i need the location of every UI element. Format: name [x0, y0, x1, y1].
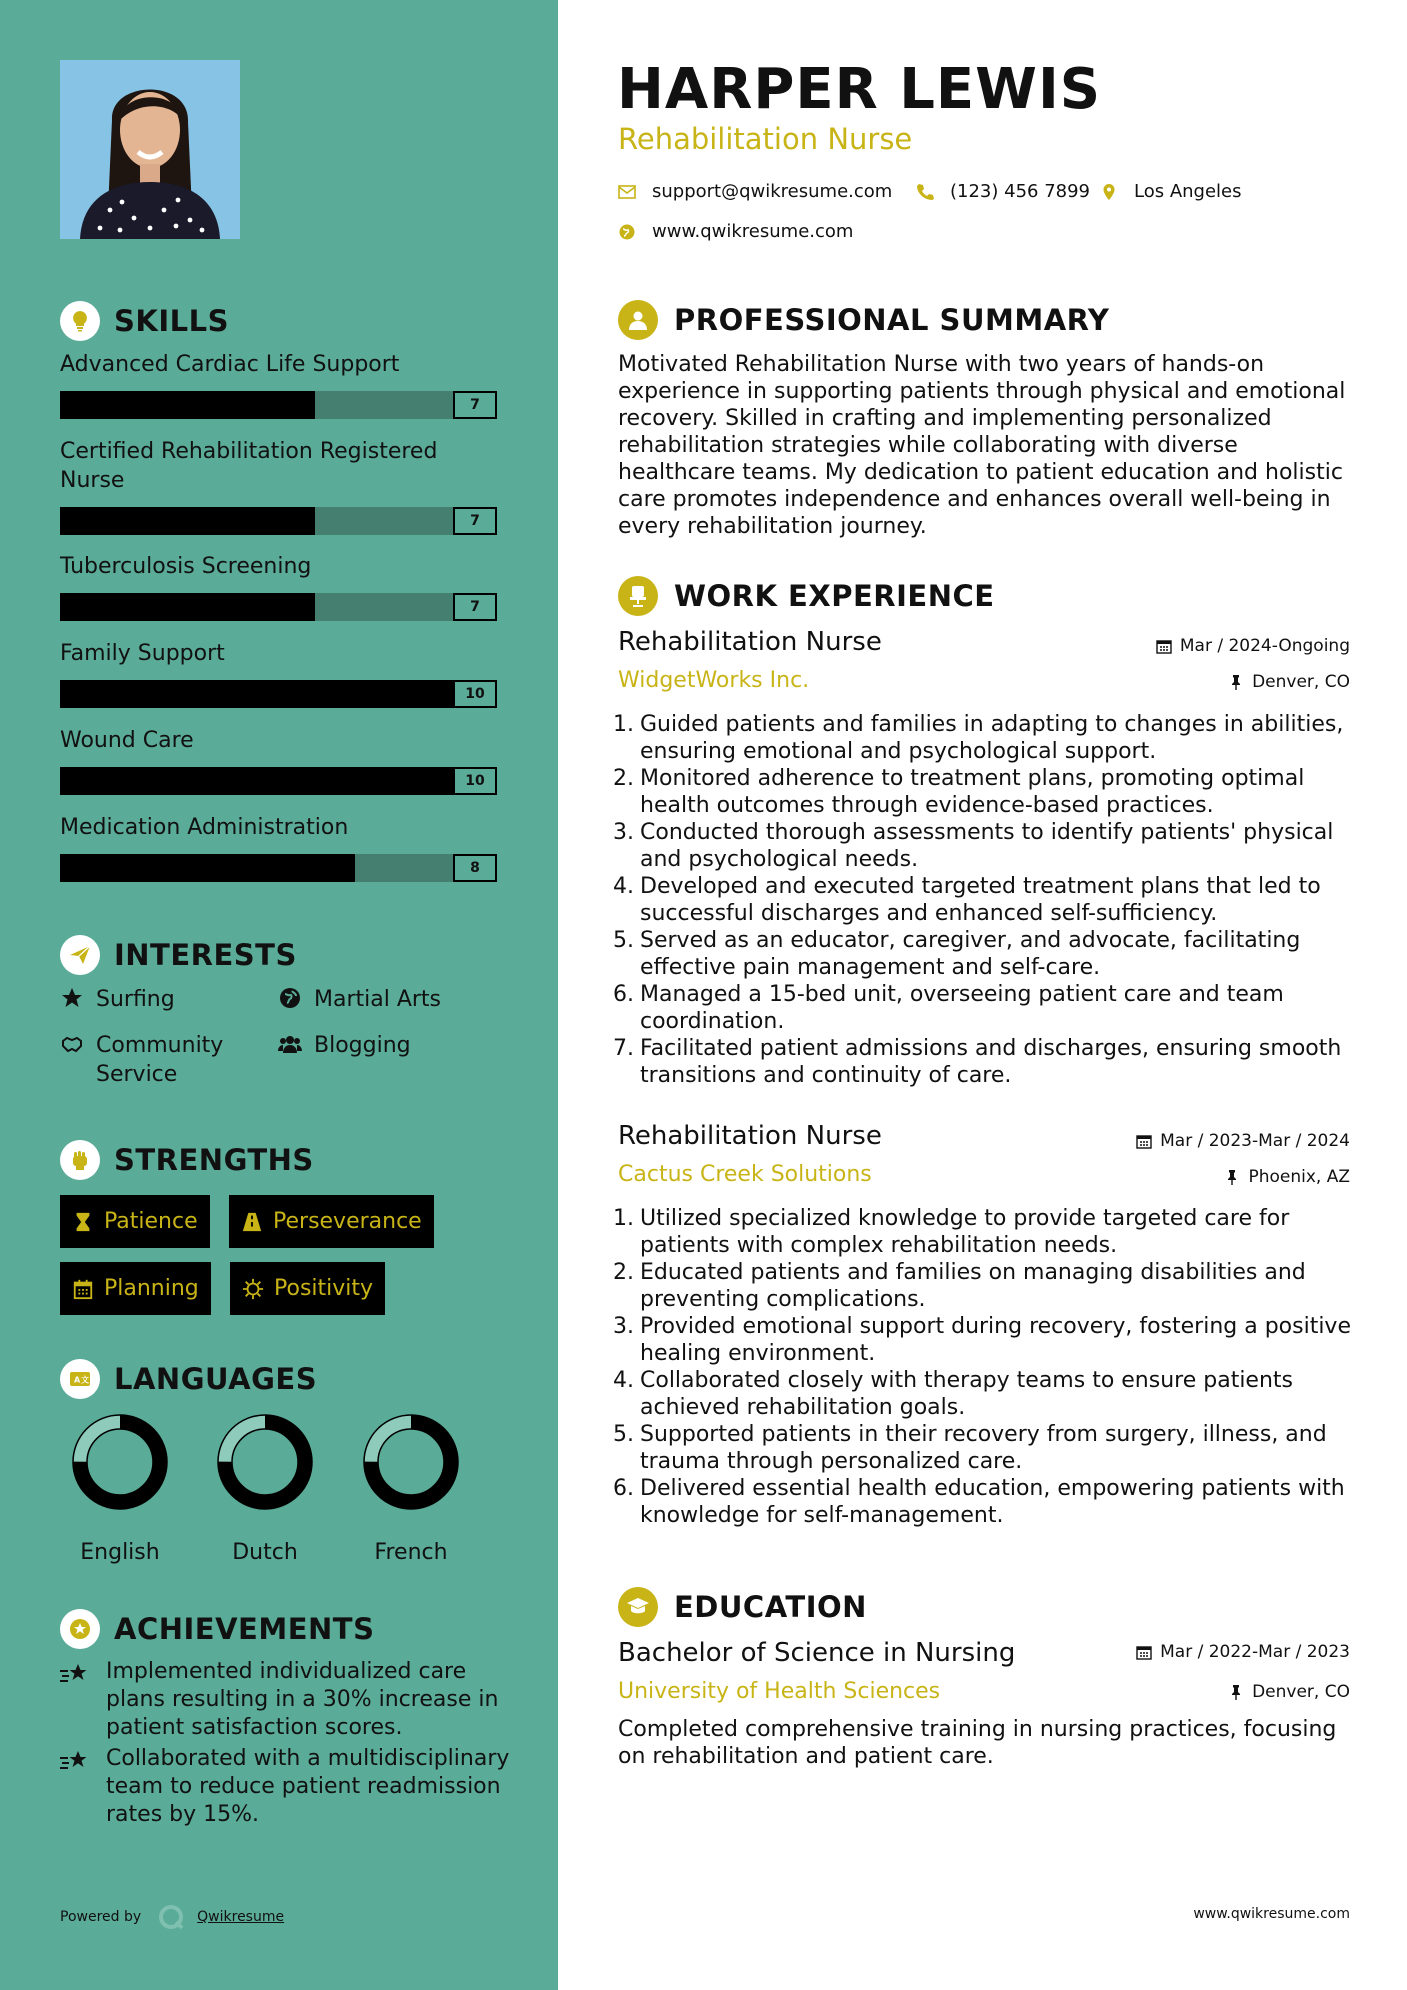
education-dates-text: Mar / 2022-Mar / 2023: [1160, 1642, 1350, 1662]
interest-label: Community Service: [96, 1033, 224, 1087]
job-location-text: Phoenix, AZ: [1248, 1167, 1350, 1187]
strengths-heading-text: STRENGTHS: [114, 1143, 314, 1177]
language-ring: [72, 1414, 168, 1510]
duty-text: Managed a 15-bed unit, overseeing patient care and team coordination.: [640, 982, 1284, 1034]
duty-item: 2. Monitored adherence to treatment plans, promoting optimal health outcomes through evidence-based practices.: [608, 765, 1358, 819]
skill-bar-fill: [60, 391, 315, 419]
powered-by: [60, 1903, 284, 1931]
calendar-icon: [1136, 1644, 1152, 1660]
summary-heading-text: PROFESSIONAL SUMMARY: [674, 303, 1110, 337]
duty-text: Educated patients and families on managing disabilities and preventing complications.: [640, 1260, 1306, 1312]
pushpin-icon: [1228, 674, 1244, 690]
skill-item: [60, 552, 497, 621]
skill-name: Wound Care: [60, 728, 194, 753]
website-text: www.qwikresume.com: [652, 221, 854, 242]
strength-label: Perseverance: [273, 1209, 422, 1234]
language-name: English: [80, 1540, 160, 1565]
summary-heading: [618, 300, 1109, 340]
skill-item: [60, 437, 497, 535]
footer-url[interactable]: www.qwikresume.com: [1193, 1906, 1350, 1922]
qwikresume-link[interactable]: Qwikresume: [197, 1909, 285, 1925]
skill-item: [60, 639, 497, 708]
job-dates-text: Mar / 2023-Mar / 2024: [1160, 1131, 1350, 1151]
job-location: [1228, 672, 1350, 692]
envelope-icon: [618, 183, 636, 201]
duty-list: [608, 711, 1358, 1089]
user-icon: [618, 300, 658, 340]
email-text: support@qwikresume.com: [652, 181, 893, 202]
achievement-text: Implemented individualized care plans resulting in a 30% increase in patient satisfaction scores.: [106, 1659, 499, 1740]
skill-name: Family Support: [60, 641, 225, 666]
skill-item: [60, 350, 497, 419]
skill-item: [60, 813, 497, 882]
duty-item: 7. Facilitated patient admissions and discharges, ensuring smooth transitions and continuity of care.: [608, 1035, 1358, 1089]
education-text: Completed comprehensive training in nursing practices, focusing on rehabilitation and patient care.: [618, 1717, 1337, 1769]
candidate-name: HARPER LEWIS: [617, 57, 1102, 122]
skill-bar-fill: [60, 680, 453, 708]
interest-item: [278, 1031, 411, 1060]
location-contact: [1100, 181, 1242, 202]
strength-badge: [230, 1262, 385, 1315]
skill-bar-fill: [60, 767, 453, 795]
strength-label: Planning: [104, 1276, 199, 1301]
duty-text: Utilized specialized knowledge to provide targeted care for patients with complex rehabilitation needs.: [640, 1206, 1290, 1258]
duty-text: Supported patients in their recovery from surgery, illness, and trauma through personalized care.: [640, 1422, 1327, 1474]
interests-heading-text: INTERESTS: [114, 938, 297, 972]
graduate-icon: [618, 1587, 658, 1627]
pushpin-icon: [1228, 1684, 1244, 1700]
duty-item: 3. Conducted thorough assessments to identify patients' physical and psychological needs.: [608, 819, 1358, 873]
duty-item: 6. Managed a 15-bed unit, overseeing patient care and team coordination.: [608, 981, 1358, 1035]
language-ring: [217, 1414, 313, 1510]
skill-score: 7: [453, 391, 497, 419]
education-heading-text: EDUCATION: [674, 1590, 867, 1624]
road-icon: [241, 1211, 263, 1233]
duty-item: 1. Guided patients and families in adapting to changes in abilities, ensuring emotional and psychological support.: [608, 711, 1358, 765]
globe-icon: [618, 223, 636, 241]
skill-name: Medication Administration: [60, 815, 349, 840]
summary-text: Motivated Rehabilitation Nurse with two years of hands-on experience in supporting patients through physical and emotional recovery. Skilled in crafting and implementing personalized rehabilitation strategies while collaborating with diverse healthcare teams. My dedication to patient education and holistic care promotes independence and enhances overall well-being in every rehabilitation journey.: [618, 352, 1346, 539]
achievement-item: [60, 1745, 510, 1829]
education-location: [1228, 1682, 1350, 1702]
skill-bar: [60, 391, 497, 419]
strength-badge: [229, 1195, 434, 1248]
interest-label: Blogging: [314, 1033, 411, 1058]
interests-heading: [60, 934, 297, 976]
duty-text: Served as an educator, caregiver, and advocate, facilitating effective pain management and self-care.: [640, 928, 1301, 980]
skill-name: Certified Rehabilitation Registered Nurse: [60, 439, 438, 493]
achievements-heading-text: ACHIEVEMENTS: [114, 1612, 375, 1646]
skill-bar: [60, 680, 497, 708]
language-icon: [60, 1359, 100, 1399]
skill-bar: [60, 767, 497, 795]
interest-label: Surfing: [96, 987, 175, 1012]
job-dates: [1156, 636, 1350, 656]
email-contact[interactable]: [618, 181, 892, 202]
strength-badge: [60, 1195, 210, 1248]
skill-bar: [60, 854, 497, 882]
main-content: [558, 0, 1407, 1990]
job-location-text: Denver, CO: [1252, 672, 1350, 692]
fist-icon: [60, 1140, 100, 1180]
skill-score: 7: [453, 593, 497, 621]
duty-text: Provided emotional support during recovery, fostering a positive healing environment.: [640, 1314, 1351, 1366]
strengths-heading: [60, 1139, 314, 1181]
duty-text: Delivered essential health education, empowering patients with knowledge for self-management.: [640, 1476, 1345, 1528]
hourglass-icon: [72, 1211, 94, 1233]
website-contact[interactable]: [618, 221, 853, 242]
skill-bar: [60, 593, 497, 621]
language-ring: [363, 1414, 459, 1510]
calendar-icon: [1136, 1133, 1152, 1149]
education-location-text: Denver, CO: [1252, 1682, 1350, 1702]
interest-item: [60, 1031, 260, 1089]
skill-score: 8: [453, 854, 497, 882]
svg-text:A: A: [74, 1375, 81, 1385]
svg-text:文: 文: [81, 1375, 89, 1385]
interest-item: [60, 985, 175, 1014]
company-name: Cactus Creek Solutions: [618, 1162, 872, 1187]
degree-title: Bachelor of Science in Nursing: [618, 1638, 1016, 1668]
job-dates: [1136, 1131, 1350, 1151]
phone-contact[interactable]: [916, 181, 1090, 202]
strength-label: Patience: [104, 1209, 198, 1234]
duty-text: Guided patients and families in adapting to changes in abilities, ensuring emotional and psychological support.: [640, 712, 1344, 764]
education-heading: [618, 1587, 867, 1627]
skill-score: 10: [453, 767, 497, 795]
education-dates: [1136, 1642, 1350, 1662]
skill-bar-fill: [60, 507, 315, 535]
lightbulb-icon: [60, 301, 100, 341]
profile-photo: [60, 60, 240, 239]
phone-text: (123) 456 7899: [950, 181, 1091, 202]
qwikresume-logo-icon: [157, 1903, 185, 1931]
skills-heading: [60, 300, 229, 342]
achievements-heading: [60, 1608, 374, 1650]
sidebar: [0, 0, 558, 1990]
job-title: Rehabilitation Nurse: [618, 627, 882, 657]
experience-heading: [618, 576, 995, 616]
experience-heading-text: WORK EXPERIENCE: [674, 579, 995, 613]
language-name: Dutch: [232, 1540, 298, 1565]
skill-score: 7: [453, 507, 497, 535]
language-item: [55, 1414, 185, 1565]
skill-name: Advanced Cardiac Life Support: [60, 352, 400, 377]
skill-bar: [60, 507, 497, 535]
duty-list: [608, 1205, 1358, 1529]
company-name: WidgetWorks Inc.: [618, 668, 810, 693]
globe-icon: [278, 986, 304, 1012]
languages-heading: [60, 1358, 317, 1400]
strength-badge: [60, 1262, 211, 1315]
skill-bar-fill: [60, 854, 355, 882]
languages-heading-text: LANGUAGES: [114, 1362, 318, 1396]
pushpin-icon: [1224, 1169, 1240, 1185]
duty-text: Developed and executed targeted treatment plans that led to successful discharges and enhanced self-sufficiency.: [640, 874, 1321, 926]
duty-text: Monitored adherence to treatment plans, promoting optimal health outcomes through evidence-based practices.: [640, 766, 1305, 818]
skill-item: [60, 726, 497, 795]
language-item: [200, 1414, 330, 1565]
duty-item: 1. Utilized specialized knowledge to provide targeted care for patients with complex rehabilitation needs.: [608, 1205, 1358, 1259]
star-icon: [60, 986, 86, 1012]
award-star-icon: [60, 1609, 100, 1649]
duty-item: 6. Delivered essential health education, empowering patients with knowledge for self-management.: [608, 1475, 1358, 1529]
language-name: French: [374, 1540, 448, 1565]
map-pin-icon: [1100, 183, 1118, 201]
duty-item: 5. Supported patients in their recovery from surgery, illness, and trauma through personalized care.: [608, 1421, 1358, 1475]
chair-icon: [618, 576, 658, 616]
duty-item: 3. Provided emotional support during recovery, fostering a positive healing environment.: [608, 1313, 1358, 1367]
job-title: Rehabilitation Nurse: [618, 1121, 882, 1151]
duty-item: 2. Educated patients and families on managing disabilities and preventing complications.: [608, 1259, 1358, 1313]
phone-icon: [916, 183, 934, 201]
calendar-icon: [72, 1278, 94, 1300]
duty-item: 5. Served as an educator, caregiver, and advocate, facilitating effective pain management and self-care.: [608, 927, 1358, 981]
paper-plane-icon: [60, 935, 100, 975]
handshake-icon: [60, 1032, 86, 1058]
strength-label: Positivity: [274, 1276, 374, 1301]
language-item: [346, 1414, 476, 1565]
job-dates-text: Mar / 2024-Ongoing: [1179, 636, 1350, 656]
duty-item: 4. Developed and executed targeted treatment plans that led to successful discharges and enhanced self-sufficiency.: [608, 873, 1358, 927]
skill-bar-fill: [60, 593, 315, 621]
interest-item: [278, 985, 441, 1014]
skill-name: Tuberculosis Screening: [60, 554, 312, 579]
shooting-star-icon: [60, 1748, 94, 1829]
skills-heading-text: SKILLS: [114, 304, 229, 338]
interest-label: Martial Arts: [314, 987, 442, 1012]
job-location: [1224, 1167, 1350, 1187]
candidate-role: Rehabilitation Nurse: [618, 122, 913, 156]
achievement-item: [60, 1658, 510, 1742]
skill-score: 10: [453, 680, 497, 708]
achievement-text: Collaborated with a multidisciplinary team to reduce patient readmission rates by 15%.: [106, 1746, 510, 1827]
duty-text: Facilitated patient admissions and discharges, ensuring smooth transitions and continuity of care.: [640, 1036, 1342, 1088]
sun-icon: [242, 1278, 264, 1300]
duty-text: Conducted thorough assessments to identify patients' physical and psychological needs.: [640, 820, 1334, 872]
calendar-icon: [1156, 638, 1172, 654]
school-name: University of Health Sciences: [618, 1679, 941, 1704]
location-text: Los Angeles: [1134, 181, 1242, 202]
shooting-star-icon: [60, 1661, 94, 1742]
powered-by-label: Powered by: [60, 1909, 142, 1925]
duty-item: 4. Collaborated closely with therapy teams to ensure patients achieved rehabilitation goals.: [608, 1367, 1358, 1421]
duty-text: Collaborated closely with therapy teams to ensure patients achieved rehabilitation goals.: [640, 1368, 1293, 1420]
users-icon: [278, 1032, 304, 1058]
